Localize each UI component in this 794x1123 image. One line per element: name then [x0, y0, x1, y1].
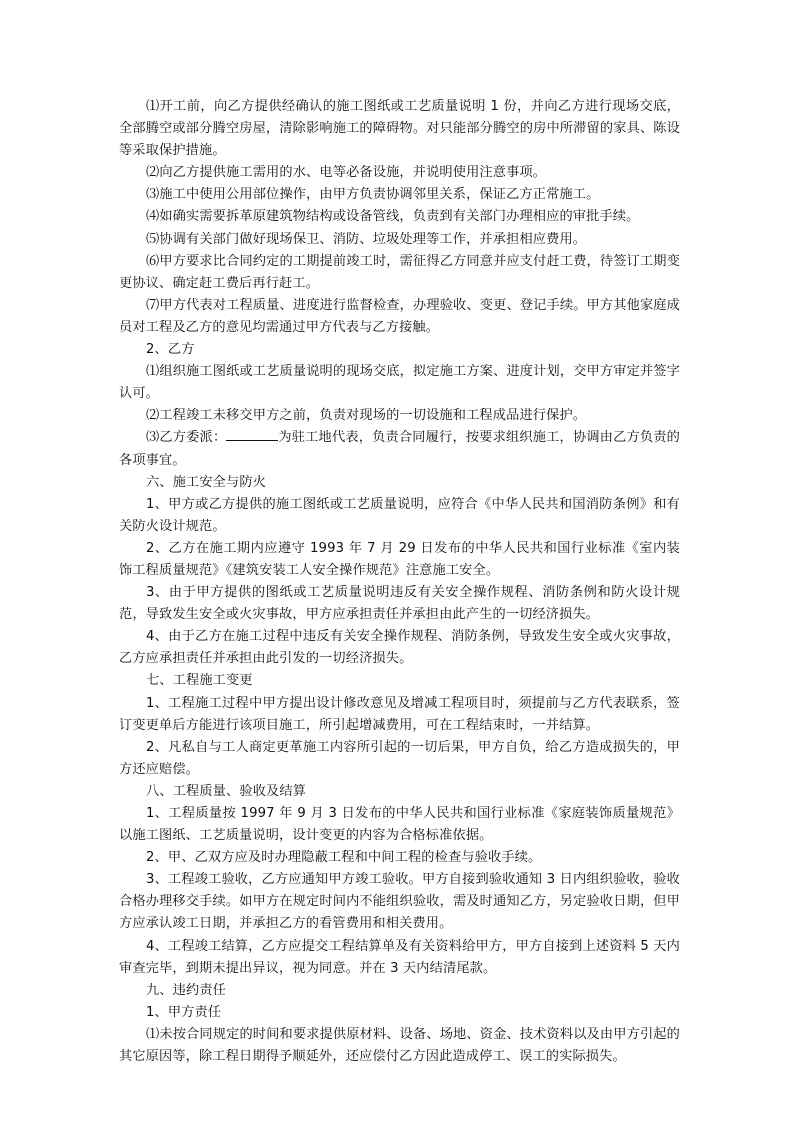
blank-underline: [226, 428, 278, 441]
appoint-paragraph: [119, 427, 680, 471]
paragraph: ⑴开工前，向乙方提供经确认的施工图纸或工艺质量说明 1 份，并向乙方进行现场交底，全部腾空或部分腾空房屋，清除影响施工的障碍物。对只能部分腾空的房中所滞留的家具、陈设等采取保护措施。: [119, 99, 680, 159]
paragraph: ⑴未按合同规定的时间和要求提供原材料、设备、场地、资金、技术资料以及由甲方引起的其它原因等，除工程日期得予顺延外，还应偿付乙方因此造成停工、误工的实际损失。: [119, 1026, 680, 1065]
appoint-suffix: 为驻工地代表，负责合同履行，按要求组织施工，协调由乙方负责的各项事宜。: [119, 430, 681, 468]
paragraph: ⑸协调有关部门做好现场保卫、消防、垃圾处理等工作，并承担相应费用。: [146, 231, 587, 247]
section-subheading: 1、甲方责任: [146, 1004, 222, 1020]
paragraph: 1、工程质量按 1997 年 9 月 3 日发布的中华人民共和国行业标准《家庭装饰质量规范》以施工图纸、工艺质量说明，设计变更的内容为合格标准依据。: [119, 806, 680, 844]
paragraph: ⑴组织施工图纸或工艺质量说明的现场交底，拟定施工方案、进度计划，交甲方审定并签字认可。: [119, 364, 680, 402]
paragraph: 1、工程施工过程中甲方提出设计修改意见及增减工程项目时，须提前与乙方代表联系，签订变更单后方能进行该项目施工，所引起增减费用，可在工程结束时，一并结算。: [119, 695, 680, 733]
paragraph: ⑺甲方代表对工程质量、进度进行监督检查，办理验收、变更、登记手续。甲方其他家庭成员对工程及乙方的意见均需通过甲方代表与乙方接触。: [119, 297, 680, 335]
paragraph: ⑵向乙方提供施工需用的水、电等必备设施，并说明使用注意事项。: [146, 165, 547, 181]
paragraph: ⑷如确实需要拆革原建筑物结构或设备管线，负责到有关部门办理相应的审批手续。: [146, 209, 640, 225]
section-heading: 八、工程质量、验收及结算: [146, 783, 307, 799]
section-heading: 六、施工安全与防火: [146, 474, 267, 490]
paragraph: 3、工程竣工验收，乙方应通知甲方竣工验收。甲方自接到验收通知 3 日内组织验收，验收合格办理移交手续。如甲方在规定时间内不能组织验收，需及时通知乙方，另定验收日期，但甲方应承认竣工日期，并承担乙方的看管费用和相关费用。: [119, 872, 680, 932]
paragraph: 4、由于乙方在施工过程中违反有关安全操作规程、消防条例，导致发生安全或火灾事故，乙方应承担责任并承担由此引发的一切经济损失。: [119, 629, 680, 667]
paragraph: ⑶施工中使用公用部位操作，由甲方负责协调邻里关系，保证乙方正常施工。: [146, 187, 600, 203]
paragraph: ⑹甲方要求比合同约定的工期提前竣工时，需征得乙方同意并应支付赶工费，待签订工期变更协议、确定赶工费后再行赶工。: [119, 253, 680, 291]
paragraph: ⑵工程竣工未移交甲方之前，负责对现场的一切设施和工程成品进行保护。: [146, 408, 587, 424]
paragraph: 2、乙方在施工期内应遵守 1993 年 7 月 29 日发布的中华人民共和国行业标准《室内装饰工程质量规范》《建筑安装工人安全操作规范》注意施工安全。: [119, 540, 680, 578]
paragraph: 4、工程竣工结算，乙方应提交工程结算单及有关资料给甲方，甲方自接到上述资料 5 天内审查完毕，到期未提出异议，视为同意。并在 3 天内结清尾款。: [119, 938, 680, 976]
appoint-prefix: ⑶乙方委派：: [146, 430, 227, 446]
paragraph: 2、凡私自与工人商定更革施工内容所引起的一切后果，甲方自负，给乙方造成损失的，甲方还应赔偿。: [119, 739, 680, 777]
section-heading: 九、违约责任: [146, 982, 227, 998]
paragraph: 2、甲、乙双方应及时办理隐蔽工程和中间工程的检查与验收手续。: [146, 850, 542, 866]
section-subheading: 2、乙方: [146, 342, 195, 358]
paragraph: 1、甲方或乙方提供的施工图纸或工艺质量说明，应符合《中华人民共和国消防条例》和有关防火设计规范。: [119, 496, 680, 534]
paragraph: 3、由于甲方提供的图纸或工艺质量说明违反有关安全操作规程、消防条例和防火设计规范，导致发生安全或火灾事故，甲方应承担责任并承担由此产生的一切经济损失。: [119, 585, 680, 623]
section-heading: 七、工程施工变更: [146, 673, 253, 689]
